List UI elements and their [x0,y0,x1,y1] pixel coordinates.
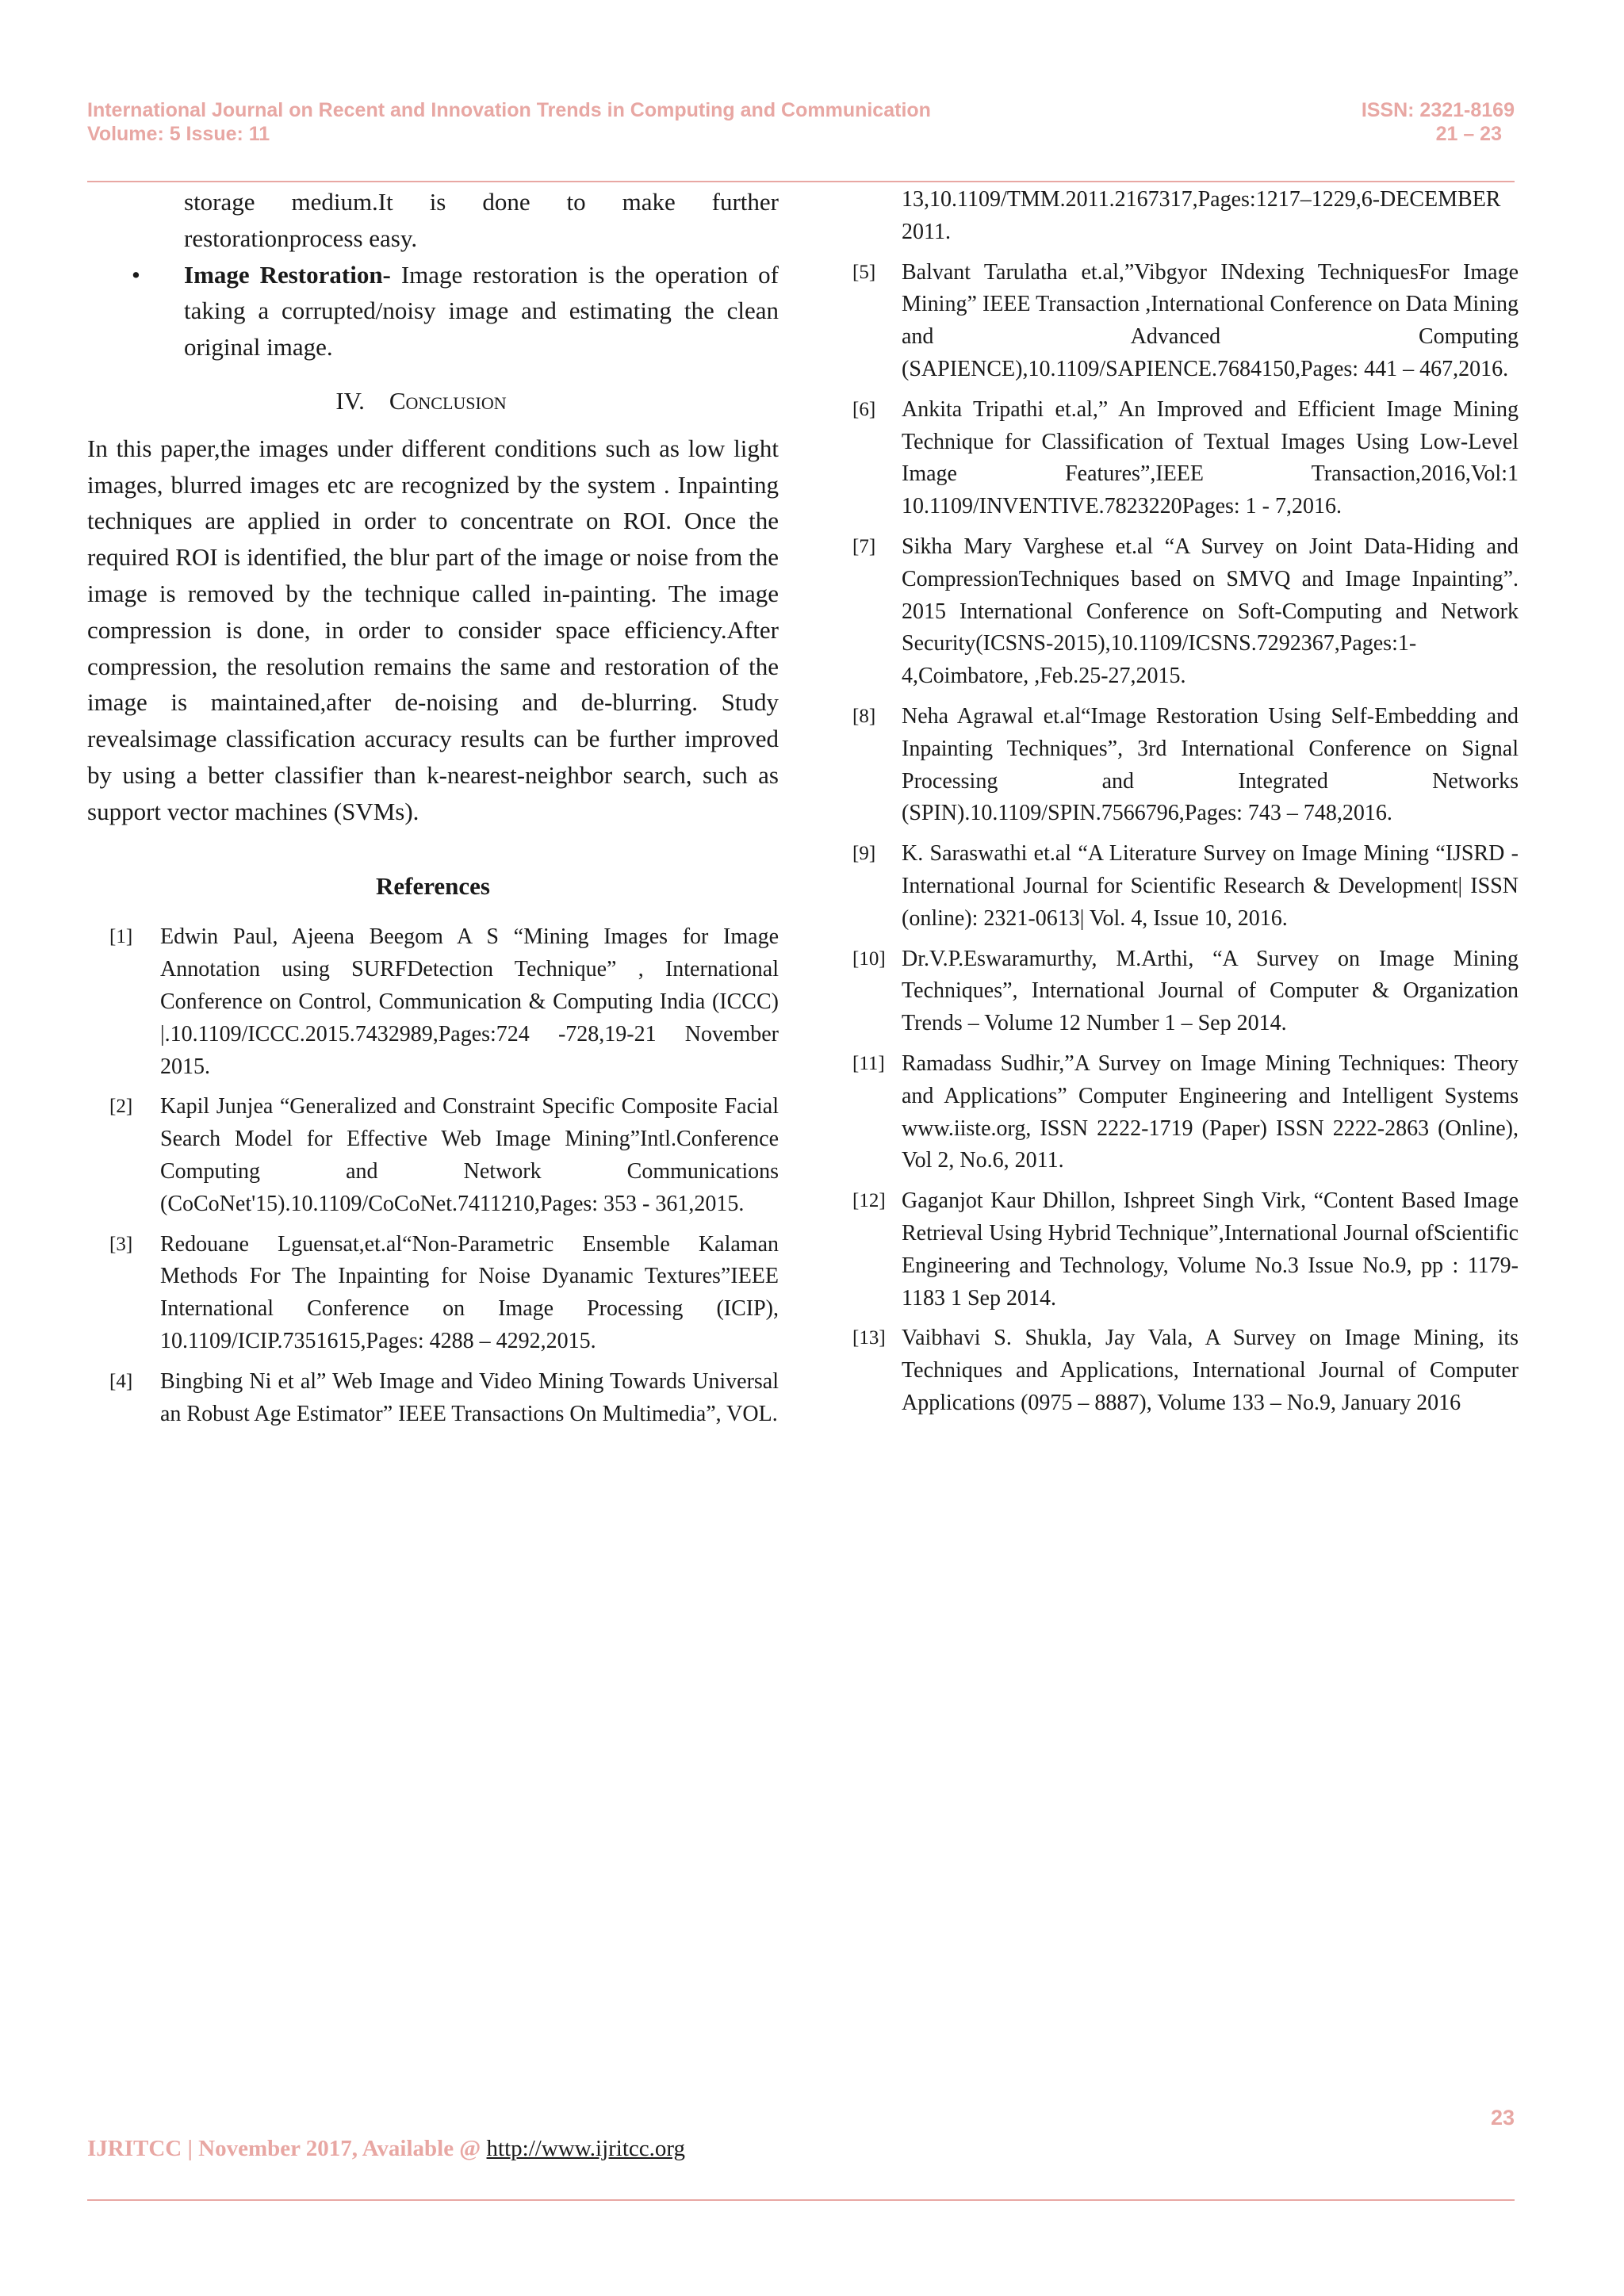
reference-item [87,1366,779,1431]
reference-item [87,921,779,1083]
journal-volume: Volume: 5 Issue: 11 [87,123,270,145]
reference-text: Neha Agrawal et.al“Image Restoration Using Self-Embedding and Inpainting Techniques”, 3rd International Conference on Signal Processing and Integrated Networks (SPIN).10.1109/SPIN.7566796,Pages: 743 – 748,2016. [902,703,1519,826]
reference-number: [8] [852,705,876,727]
footer-rule [87,2199,1515,2201]
reference-number: [2] [109,1096,133,1118]
references-heading: References [375,871,490,900]
conclusion-paragraph: In this paper,the images under different conditions such as low light images, blurred images etc are recognized by the system . Inpainting techniques are applied in order to concentrate on ROI. Once the required ROI is identified, the blur part of the image or noise from the image is removed by the technique called in-painting. The image compression is done, in order to consider space efficiency.After compression, the resolution remains the same and restoration of the image is maintained,after de-noising and de-blurring. Study revealsimage classification accuracy results can be further improved by using a better classifier than k-nearest-neighbor search, such as support vector machines (SVMs). [87,434,779,825]
reference-number: [10] [852,947,886,970]
reference-item [852,1048,1519,1177]
continued-bullet-text: storage medium.It is done to make further restorationprocess easy. [184,188,779,252]
running-footer [87,2136,685,2162]
reference-text: Sikha Mary Varghese et.al “A Survey on Joint Data-Hiding and CompressionTechniques based on SMVQ and Image Inpainting”. 2015 International Conference on Soft-Computing and Network Security(ICSNS-2015),10.1109/ICSNS.7292367,Pages:1-4,Coimbatore, ,Feb.25-27,2015. [902,534,1519,689]
reference-number: [13] [852,1327,886,1349]
reference-item [852,1185,1519,1314]
bullet-icon: • [132,260,140,289]
bullet-term: Image Restoration- [184,260,391,289]
header-rule [87,181,1515,182]
section-heading [87,383,779,419]
reference-number: [1] [109,926,133,948]
journal-issn: ISSN: 2321-8169 [1361,99,1515,121]
bullet-description: Image restoration is the operation of taking a corrupted/noisy image and estimating the clean original image. [184,260,779,362]
reference-text: Vaibhavi S. Shukla, Jay Vala, A Survey on Image Mining, its Techniques and Applications, International Journal of Computer Applications (0975 – 8887), Volume 133 – No.9, January 2016 [902,1326,1519,1415]
reference-item [87,1091,779,1220]
reference-text: Ramadass Sudhir,”A Survey on Image Mining Techniques: Theory and Applications” Computer Engineering and Intelligent Systems www.iiste.org, ISSN 2222-1719 (Paper) ISSN 2222-2863 (Online), Vol 2, No.6, 2011. [902,1050,1519,1173]
reference-number: [7] [852,535,876,557]
reference-item [852,257,1519,386]
reference-item [852,394,1519,523]
reference-number: [9] [852,843,876,865]
page-number: 23 [1490,2106,1515,2130]
reference-item [87,1229,779,1358]
journal-title [87,98,1197,146]
journal-issn-block [1197,98,1515,146]
reference-text: Redouane Lguensat,et.al“Non-Parametric Ensemble Kalaman Methods For The Inpainting for Noise Dyanamic Textures”IEEE International Conference on Image Processing (ICIP), 10.1109/ICIP.7351615,Pages: 4288 – 4292,2015. [160,1231,779,1353]
reference-number: [11] [852,1052,885,1074]
reference-text: Dr.V.P.Eswaramurthy, M.Arthi, “A Survey on Image Mining Techniques”, International Journal of Computer & Organization Trends – Volume 12 Number 1 – Sep 2014. [902,946,1519,1036]
reference-item [852,1322,1519,1419]
reference-item [852,838,1519,935]
section-title: Conclusion [389,386,507,415]
section-number: IV. [335,386,365,415]
footer-link[interactable]: http://www.ijritcc.org [486,2136,686,2161]
journal-name: International Journal on Recent and Innovation Trends in Computing and Communication [87,99,931,121]
reference-number: [5] [852,261,876,283]
page-range: 21 – 23 [1435,123,1502,145]
reference-text: Edwin Paul, Ajeena Beegom A S “Mining Images for Image Annotation using SURFDetection Technique” , International Conference on Control, Communication & Computing India (ICCC) |.10.1109/ICCC.2015.7432989,Pages:724 -728,19-21 November 2015. [160,924,779,1079]
reference-text: K. Saraswathi et.al “A Literature Survey on Image Mining “IJSRD - International Journal for Scientific Research & Development| ISSN (online): 2321-0613| Vol. 4, Issue 10, 2016. [902,841,1519,931]
left-column [87,184,779,1438]
reference-text: Kapil Junjea “Generalized and Constraint Specific Composite Facial Search Model for Effective Web Image Mining”Intl.Conference Computing and Network Communications (CoCoNet'15).10.1109/CoCoNet.7411210,Pages: 353 - 361,2015. [160,1094,779,1216]
reference-number: [12] [852,1190,886,1212]
right-column [852,184,1519,1428]
reference-number: [6] [852,398,876,420]
reference-number: [3] [109,1233,133,1255]
reference-item [852,701,1519,830]
footer-text: IJRITCC | November 2017, Available @ [87,2136,487,2161]
reference-text: Ankita Tripathi et.al,” An Improved and Efficient Image Mining Technique for Classification of Textual Images Using Low-Level Image Features”,IEEE Transaction,2016,Vol:1 10.1109/INVENTIVE.7823220Pages: 1 - 7,2016. [902,396,1519,519]
reference-text: Bingbing Ni et al” Web Image and Video Mining Towards Universal an Robust Age Estimator” IEEE Transactions On Multimedia”, VOL. [160,1368,779,1426]
reference-number: [4] [109,1370,133,1392]
continued-reference-text: 13,10.1109/TMM.2011.2167317,Pages:1217–1229,6-DECEMBER 2011. [902,187,1501,244]
reference-item [852,531,1519,693]
reference-text: Gaganjot Kaur Dhillon, Ishpreet Singh Virk, “Content Based Image Retrieval Using Hybrid Technique”,International Journal ofScientific Engineering and Technology, Volume No.3 Issue No.9, pp : 1179-1183 1 Sep 2014. [902,1188,1519,1311]
reference-item [852,943,1519,1040]
reference-text: Balvant Tarulatha et.al,”Vibgyor INdexing TechniquesFor Image Mining” IEEE Transaction ,International Conference on Data Mining and Advanced Computing (SAPIENCE),10.1109/SAPIENCE.7684150,Pages: 441 – 467,2016. [902,259,1519,381]
bullet-item-image-restoration [132,257,779,365]
